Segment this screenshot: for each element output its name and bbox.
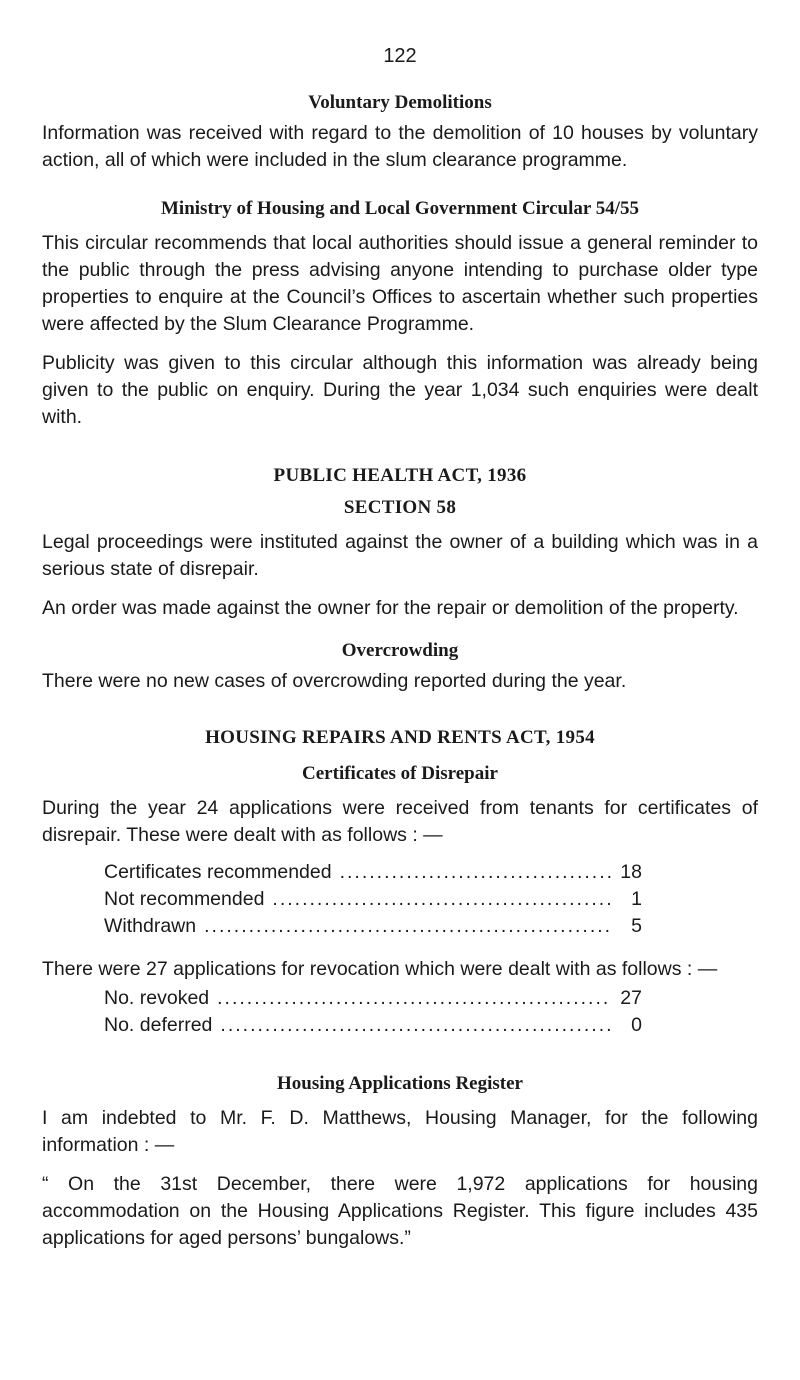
section-58-subheading: SECTION 58 [343, 497, 457, 518]
list-item [104, 1012, 642, 1039]
overcrowding-heading: Overcrowding [341, 640, 459, 661]
list-item-label: Not recommended [104, 888, 265, 910]
list-item-value: 1 [631, 888, 642, 910]
list-item-value: 27 [620, 987, 642, 1009]
ministry-circular-paragraph-1: This circular recommends that local authorities should issue a general reminder to the public through the press advising anyone intending to purchase older type properties to enquire at the Council’s Offices to ascertain whether such properties were affected by the Slum Clearance Programme. [42, 232, 758, 335]
list-item-value: 18 [620, 861, 642, 883]
dot-leader [204, 913, 612, 940]
public-health-act-paragraph-2: An order was made against the owner for the repair or demolition of the property. [42, 597, 739, 619]
dot-leader [272, 886, 612, 913]
certificates-paragraph: During the year 24 applications were received from tenants for certificates of disrepair. These were dealt with as follows : — [42, 797, 758, 846]
public-health-act-heading: PUBLIC HEALTH ACT, 1936 [273, 465, 527, 486]
list-item [104, 859, 642, 886]
revocation-paragraph: There were 27 applications for revocation which were dealt with as follows : — [42, 958, 718, 980]
list-item-label: No. revoked [104, 987, 210, 1009]
list-item [104, 985, 642, 1012]
list-item-label: No. deferred [104, 1014, 213, 1036]
voluntary-demolitions-paragraph: Information was received with regard to the demolition of 10 houses by voluntary action, all of which were included in the slum clearance programme. [42, 122, 758, 171]
dot-leader [217, 985, 612, 1012]
list-item-value: 0 [631, 1014, 642, 1036]
certificates-of-disrepair-subheading: Certificates of Disrepair [302, 763, 498, 784]
list-item-label: Certificates recommended [104, 861, 332, 883]
housing-repairs-act-heading: HOUSING REPAIRS AND RENTS ACT, 1954 [205, 727, 595, 748]
list-item-value: 5 [631, 915, 642, 937]
list-item [104, 913, 642, 940]
certificates-list [104, 859, 642, 940]
overcrowding-paragraph: There were no new cases of overcrowding reported during the year. [42, 670, 627, 692]
page-content [42, 92, 758, 1252]
register-paragraph-1: I am indebted to Mr. F. D. Matthews, Housing Manager, for the following information : — [42, 1107, 758, 1156]
list-item-label: Withdrawn [104, 915, 197, 937]
voluntary-demolitions-heading: Voluntary Demolitions [308, 92, 492, 113]
housing-applications-register-heading: Housing Applications Register [277, 1073, 523, 1094]
page-number: 122 [383, 45, 417, 67]
ministry-circular-paragraph-2: Publicity was given to this circular although this information was already being given to the public on enquiry. During the year 1,034 such enquiries were dealt with. [42, 352, 758, 428]
ministry-circular-heading: Ministry of Housing and Local Government Circular 54/55 [161, 198, 639, 219]
list-item [104, 886, 642, 913]
register-paragraph-2: “ On the 31st December, there were 1,972 applications for housing accommodation on the Housing Applications Register. This figure includes 435 applications for aged persons’ bungalows.” [42, 1173, 758, 1249]
revocation-list [104, 985, 642, 1039]
public-health-act-paragraph-1: Legal proceedings were instituted against the owner of a building which was in a serious state of disrepair. [42, 531, 758, 580]
dot-leader [340, 859, 612, 886]
dot-leader [220, 1012, 612, 1039]
